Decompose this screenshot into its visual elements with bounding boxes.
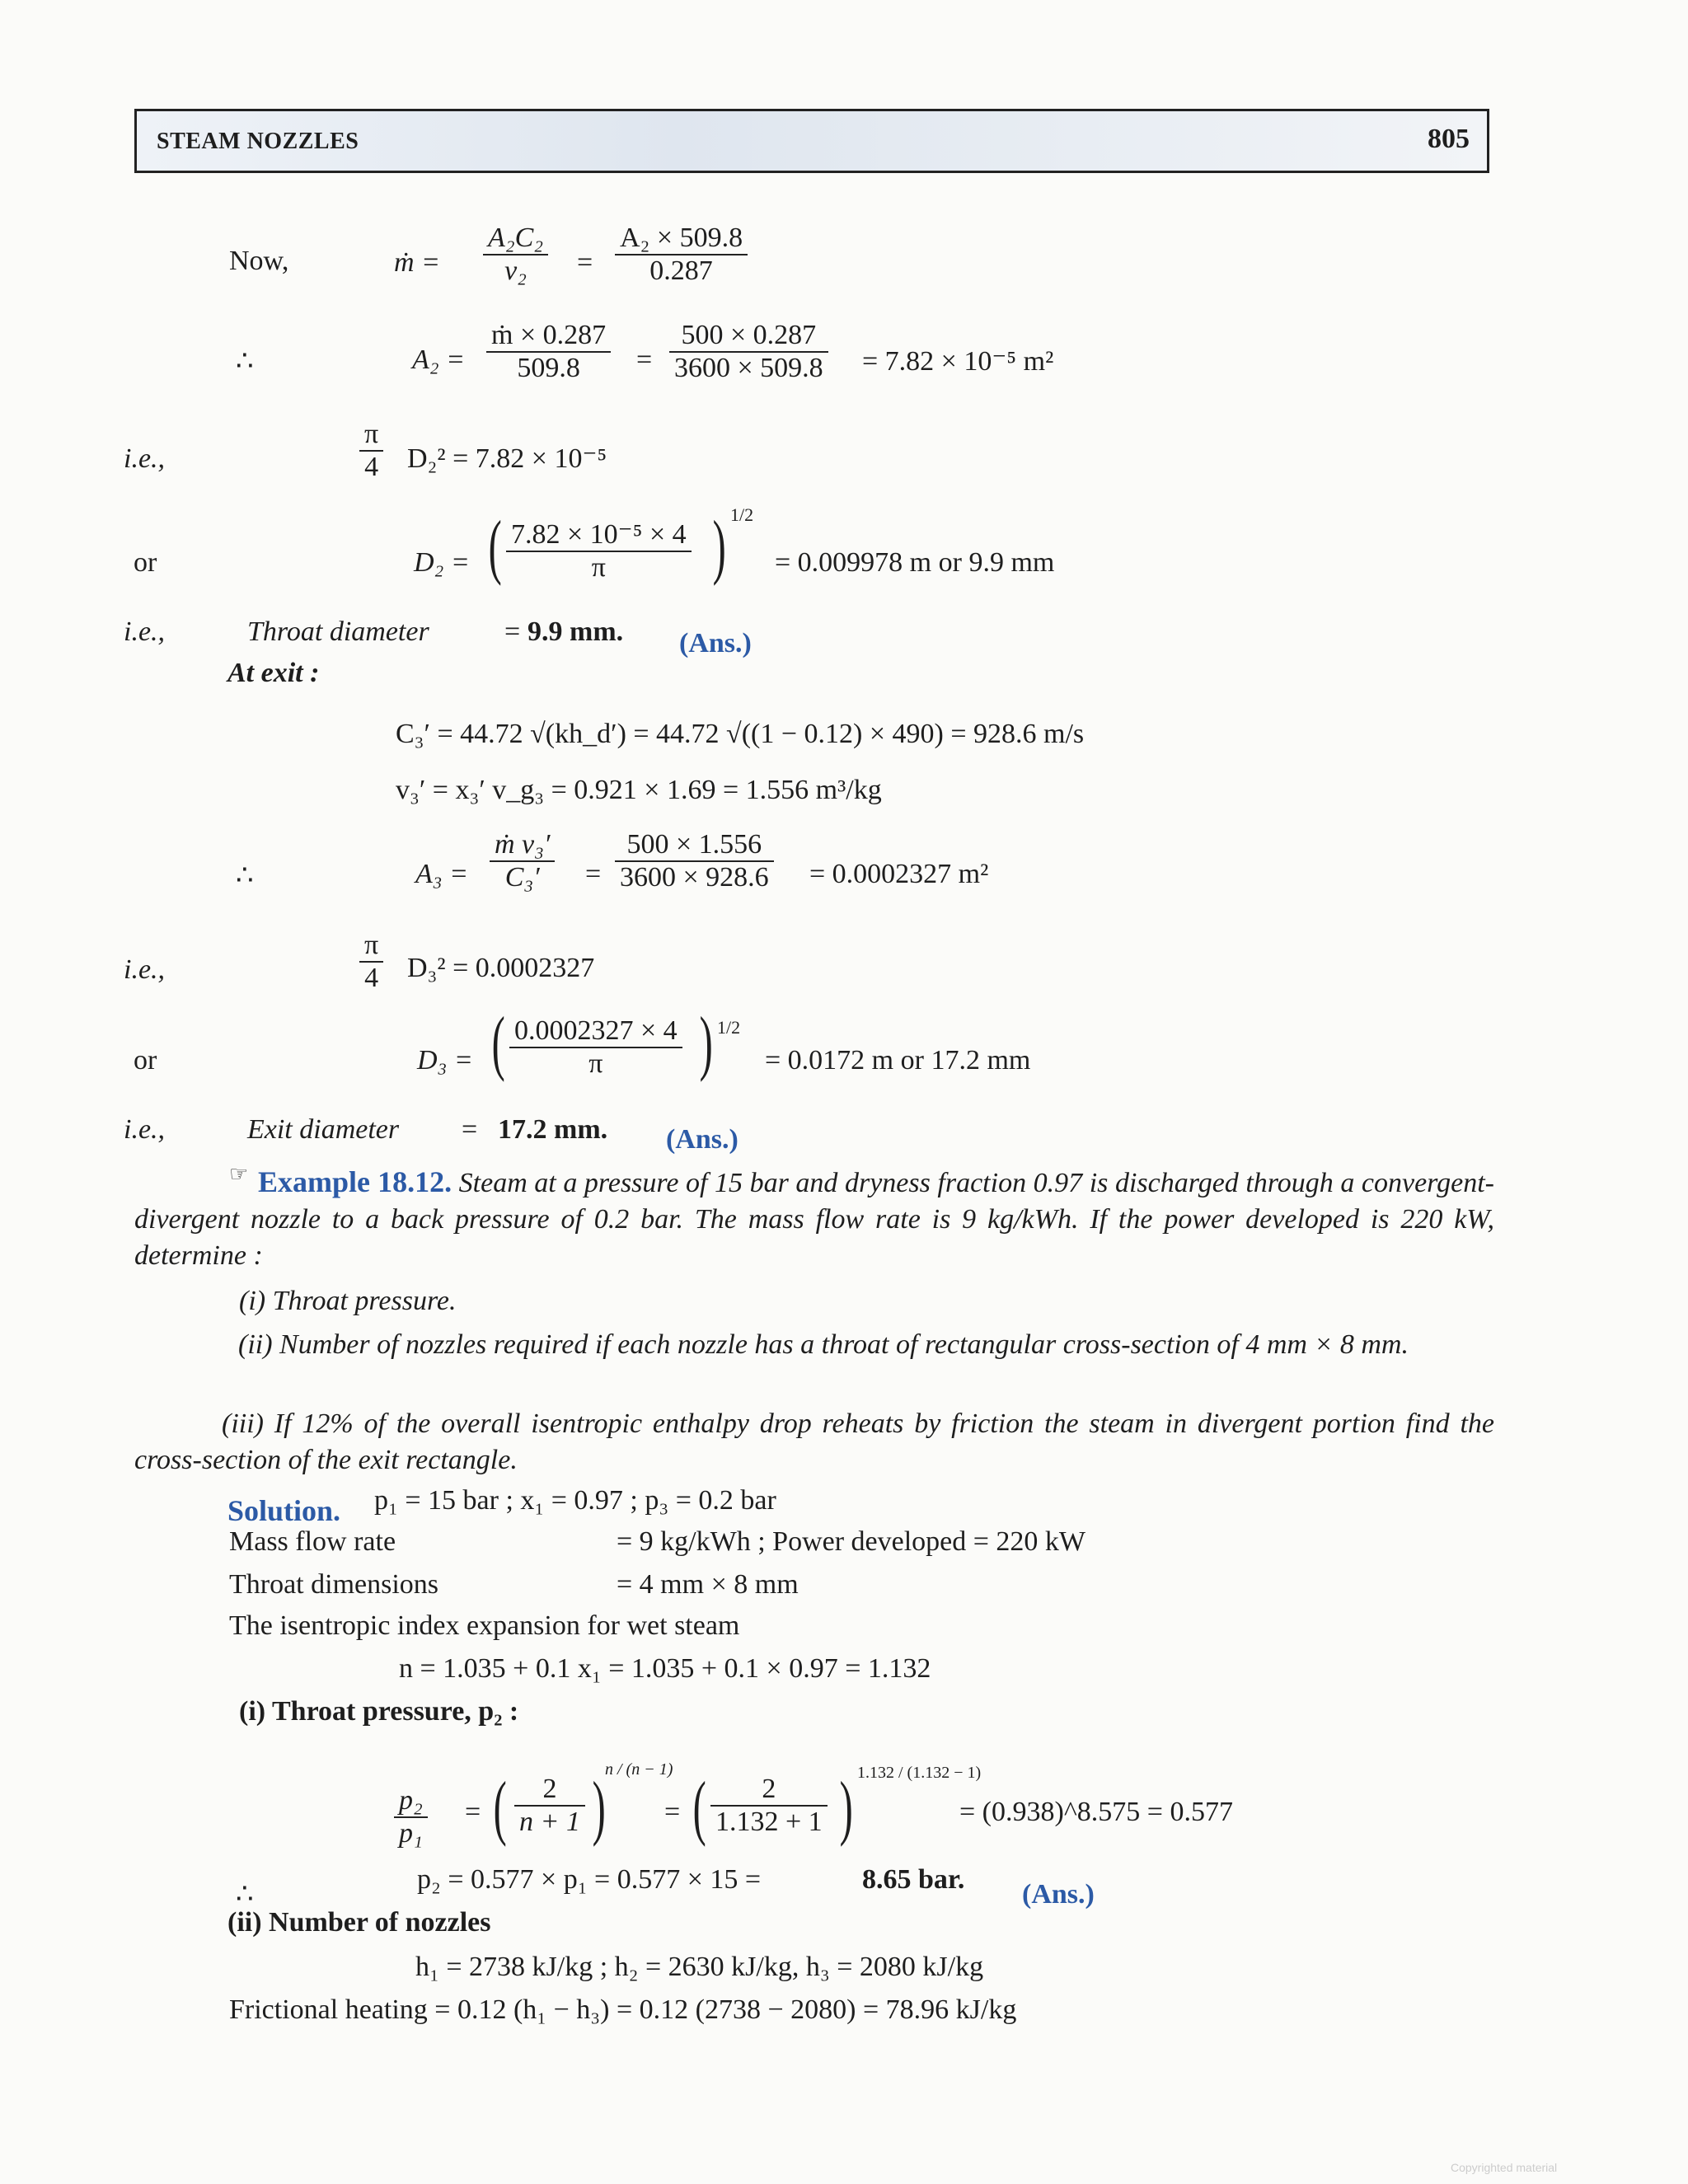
- mdot-frac1-den: v₂: [504, 255, 527, 286]
- ratio-result: = (0.938)^8.575 = 0.577: [959, 1797, 1233, 1827]
- d3-result: = 0.0172 m or 17.2 mm: [765, 1045, 1031, 1076]
- r1-rparen: ): [592, 1768, 606, 1848]
- ratio-num: p₂: [394, 1785, 428, 1818]
- r2-lparen: (: [692, 1768, 706, 1848]
- v3-equation: v₃′ = x₃′ v_g₃ = 0.921 × 1.69 = 1.556 m³/kg: [396, 775, 882, 805]
- page-number: 805: [1428, 124, 1470, 154]
- ratio-eq-2: =: [664, 1797, 681, 1827]
- pi-b: π: [359, 930, 383, 963]
- frictional-heating: Frictional heating = 0.12 (h₁ − h₃) = 0.12 (2738 − 2080) = 78.96 kJ/kg: [229, 1994, 1017, 2025]
- a3-result: = 0.0002327 m²: [809, 859, 989, 889]
- mdot-frac1-num: A₂C₂: [483, 223, 548, 255]
- a3-frac1: [490, 829, 555, 893]
- pi-a: π: [359, 419, 383, 452]
- a3-frac2: [615, 829, 774, 893]
- c3-equation: C₃′ = 44.72 √(kh_d′) = 44.72 √((1 − 0.12) × 490) = 928.6 m/s: [396, 719, 1085, 749]
- throat-value: 9.9 mm.: [528, 616, 624, 647]
- solution-given: p₁ = 15 bar ; x₁ = 0.97 ; p₃ = 0.2 bar: [374, 1485, 776, 1516]
- chapter-title: STEAM NOZZLES: [157, 129, 359, 154]
- pi-d2-expr: D₂² = 7.82 × 10⁻⁵: [407, 443, 607, 474]
- example-item-1: (i) Throat pressure.: [239, 1286, 457, 1316]
- a2-eq: =: [636, 344, 653, 375]
- throat-ans: (Ans.): [679, 628, 752, 658]
- a2-frac1-num: ṁ × 0.287: [486, 320, 611, 353]
- exit-value: 17.2 mm.: [498, 1114, 608, 1145]
- d2-lparen: (: [488, 507, 502, 587]
- d2-result: = 0.009978 m or 9.9 mm: [775, 547, 1055, 578]
- ratio-eq-1: =: [465, 1797, 481, 1827]
- isentropic-text: The isentropic index expansion for wet steam: [229, 1610, 740, 1641]
- mass-flow-label: Mass flow rate: [229, 1526, 396, 1557]
- exit-eq: =: [462, 1114, 478, 1145]
- mdot-frac2-num: A₂ × 509.8: [615, 223, 748, 255]
- a3-frac1-num: ṁ v₃′: [490, 829, 555, 862]
- a2-frac2-num: 500 × 0.287: [669, 320, 828, 353]
- mass-flow-value: = 9 kg/kWh ; Power developed = 220 kW: [617, 1526, 1086, 1557]
- d2-den: π: [591, 552, 606, 583]
- throat-dim-value: = 4 mm × 8 mm: [617, 1569, 799, 1600]
- label-now: Now,: [229, 246, 289, 276]
- a2-frac1: [486, 320, 611, 384]
- p2-ans: (Ans.): [1022, 1879, 1095, 1910]
- pi-over-4-a: [359, 419, 383, 483]
- example-title: Example 18.12.: [258, 1165, 452, 1198]
- r1-frac: [514, 1774, 585, 1838]
- a3-frac2-num: 500 × 1.556: [615, 829, 774, 862]
- ie-4: i.e.,: [124, 1114, 166, 1145]
- or-1: or: [134, 547, 157, 578]
- mdot-frac1: [483, 223, 548, 287]
- a2-lhs: A₂ =: [412, 344, 466, 375]
- at-exit-heading: At exit :: [227, 658, 320, 688]
- d3-frac: [509, 1015, 682, 1080]
- d2-frac: [506, 518, 692, 583]
- d2-exponent: 1/2: [730, 504, 754, 525]
- r2-rparen: ): [839, 1768, 853, 1848]
- throat-label: Throat diameter: [247, 616, 429, 647]
- exit-ans: (Ans.): [666, 1124, 738, 1155]
- p2-value: 8.65 bar.: [862, 1864, 965, 1895]
- d3-lhs: D₃ =: [417, 1045, 473, 1076]
- d3-num: 0.0002327 × 4: [509, 1015, 682, 1048]
- four-b: 4: [364, 963, 379, 993]
- enthalpies: h₁ = 2738 kJ/kg ; h₂ = 2630 kJ/kg, h₃ = 2080 kJ/kg: [415, 1952, 984, 1982]
- exit-label: Exit diameter: [247, 1114, 400, 1145]
- r2-two: 2: [710, 1774, 828, 1807]
- mdot-lhs: ṁ =: [394, 247, 440, 278]
- four-a: 4: [364, 452, 379, 482]
- a3-eq: =: [585, 859, 602, 889]
- r1-lparen: (: [493, 1768, 507, 1848]
- r1-two: 2: [514, 1774, 585, 1807]
- d2-num: 7.82 × 10⁻⁵ × 4: [506, 518, 692, 552]
- or-2: or: [134, 1045, 157, 1076]
- pi-d3-expr: D₃² = 0.0002327: [407, 953, 595, 983]
- p2-line: p₂ = 0.577 × p₁ = 0.577 × 15 =: [417, 1864, 762, 1895]
- r2-exponent: 1.132 / (1.132 − 1): [857, 1764, 982, 1782]
- a3-frac1-den: C₃′: [504, 862, 540, 893]
- r2-den: 1.132 + 1: [715, 1807, 823, 1837]
- example-text: Steam at a pressure of 15 bar and dryness fraction 0.97 is discharged through a convergent-divergent nozzle to a back pressure of 0.2 bar. The mass flow rate is 9 kg/kWh. If the power developed is 220 kW, determine :: [134, 1168, 1494, 1271]
- ie-2: i.e.,: [124, 616, 166, 647]
- mdot-eq: =: [577, 247, 593, 278]
- ie-3: i.e.,: [124, 954, 166, 985]
- therefore-3: ∴: [236, 1879, 254, 1910]
- mdot-frac2: [615, 223, 748, 287]
- example-item-3: (iii) If 12% of the overall isentropic enthalpy drop reheats by friction the steam in divergent portion find the cross-section of the exit rectangle.: [134, 1408, 1494, 1475]
- a2-frac1-den: 509.8: [517, 353, 580, 383]
- d3-lparen: (: [491, 1003, 505, 1083]
- r1-den: n + 1: [519, 1807, 580, 1837]
- ie-1: i.e.,: [124, 443, 166, 474]
- n-equation: n = 1.035 + 0.1 x₁ = 1.035 + 0.1 × 0.97 = 1.132: [399, 1653, 931, 1684]
- therefore-2: ∴: [236, 860, 254, 891]
- pi-over-4-b: [359, 930, 383, 994]
- r1-exponent: n / (n − 1): [605, 1760, 673, 1779]
- part2-heading: (ii) Number of nozzles: [227, 1907, 491, 1938]
- a2-frac2: [669, 320, 828, 384]
- ratio-den: p₁: [399, 1818, 423, 1849]
- therefore-1: ∴: [236, 346, 254, 377]
- part1-heading: (i) Throat pressure, p₂ :: [239, 1696, 519, 1727]
- a3-frac2-den: 3600 × 928.6: [620, 862, 769, 893]
- a3-lhs: A₃ =: [415, 859, 469, 889]
- a2-frac2-den: 3600 × 509.8: [674, 353, 823, 383]
- d2-lhs: D₂ =: [414, 547, 470, 578]
- copyright-watermark: Copyrighted material: [1451, 2161, 1558, 2174]
- solution-label: Solution.: [227, 1494, 341, 1527]
- r2-frac: [710, 1774, 828, 1838]
- pressure-ratio: [394, 1785, 428, 1849]
- a2-result: = 7.82 × 10⁻⁵ m²: [862, 346, 1054, 377]
- d3-den: π: [588, 1048, 603, 1079]
- d2-rparen: ): [712, 507, 726, 587]
- throat-eq: =: [504, 616, 521, 647]
- mdot-frac2-den: 0.287: [649, 255, 713, 286]
- example-statement: [134, 1164, 1494, 1274]
- d3-rparen: ): [699, 1003, 713, 1083]
- example-item-2: (ii) Number of nozzles required if each nozzle has a throat of rectangular cross-section of 4 mm × 8 mm.: [238, 1329, 1409, 1360]
- throat-dim-label: Throat dimensions: [229, 1569, 439, 1600]
- d3-exponent: 1/2: [717, 1017, 741, 1038]
- pointing-hand-icon: ☞: [229, 1162, 249, 1186]
